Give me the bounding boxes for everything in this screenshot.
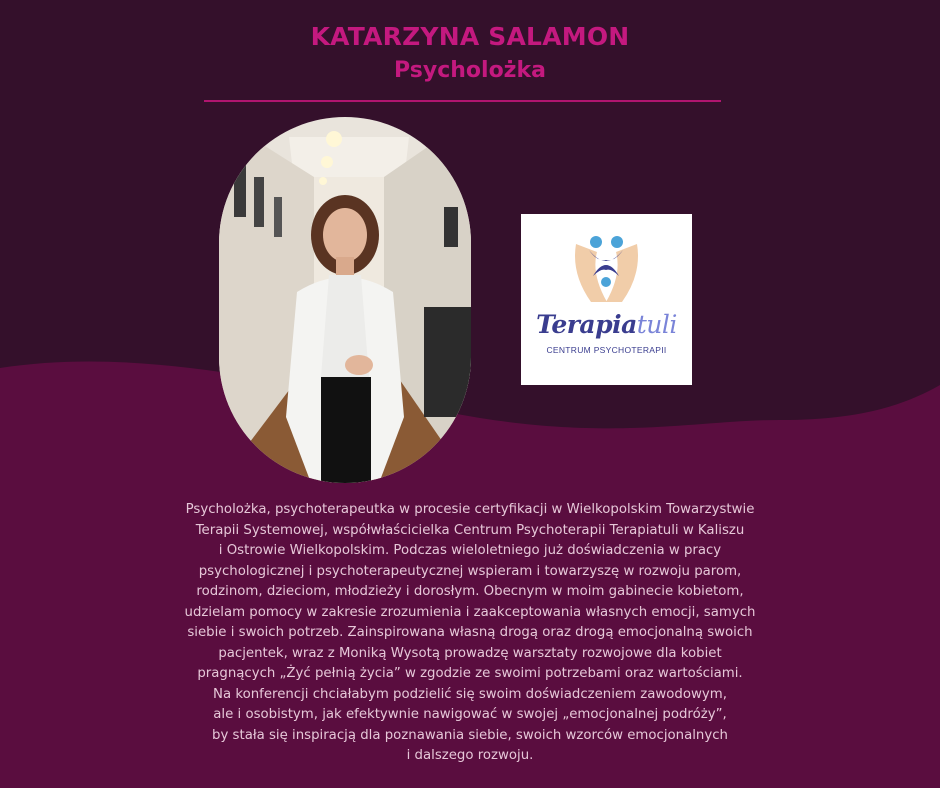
- bio-line: pacjentek, wraz z Moniką Wysotą prowadzę warsztaty rozwojowe dla kobiet: [218, 645, 722, 661]
- portrait-illustration: [219, 117, 471, 483]
- logo-word-highlight: tuli: [636, 310, 677, 339]
- bio-line: ale i osobistym, jak efektywnie nawigować w swojej „emocjonalnej podróży”,: [213, 707, 727, 722]
- speaker-role: Psycholożka: [394, 58, 546, 83]
- bio-line: Terapii Systemowej, współwłaścicielka Centrum Psychoterapii Terapiatuli w Kaliszu: [195, 522, 745, 538]
- header-divider: [204, 100, 721, 102]
- logo-word-main: Terapia: [536, 310, 637, 339]
- organization-logo: [521, 214, 692, 385]
- bio-line: psychologicznej i psychoterapeutycznej wspieram i towarzyszę w rozwoju parom,: [198, 563, 742, 579]
- speaker-photo: [219, 117, 471, 483]
- logo-wordmark: [521, 310, 692, 339]
- bio-line: rodzinom, dzieciom, młodzieży i dorosłym. Obecnym w moim gabinecie kobietom,: [196, 584, 744, 599]
- logo-subtitle: CENTRUM PSYCHOTERAPII: [546, 345, 667, 355]
- bio-line: i Ostrowie Wielkopolskim. Podczas wieloletniego już doświadczenia w pracy: [218, 543, 722, 558]
- hands-with-people-logo-icon: [521, 214, 692, 309]
- bio-line: i dalszego rozwoju.: [406, 748, 534, 763]
- speaker-name: KATARZYNA SALAMON: [310, 22, 630, 51]
- bio-line: by stała się inspiracją dla poznawania siebie, swoich wzorców emocjonalnych: [212, 727, 728, 743]
- bio-line: siebie i swoich potrzeb. Zainspirowana własną drogą oraz drogą emocjonalną swoich: [187, 625, 753, 640]
- bio-line: udzielam pomocy w zakresie zrozumienia i zaakceptowania własnych emocji, samych: [184, 604, 756, 620]
- bio-line: Na konferencji chciałabym podzielić się swoim doświadczeniem zawodowym,: [213, 686, 727, 702]
- bio-line: Psycholożka, psychoterapeutka w procesie certyfikacji w Wielkopolskim Towarzystwie: [185, 502, 755, 517]
- bio-line: pragnących „Żyć pełnią życia” w zgodzie ze swoimi potrzebami oraz wartościami.: [197, 666, 743, 681]
- speaker-bio: [150, 500, 790, 767]
